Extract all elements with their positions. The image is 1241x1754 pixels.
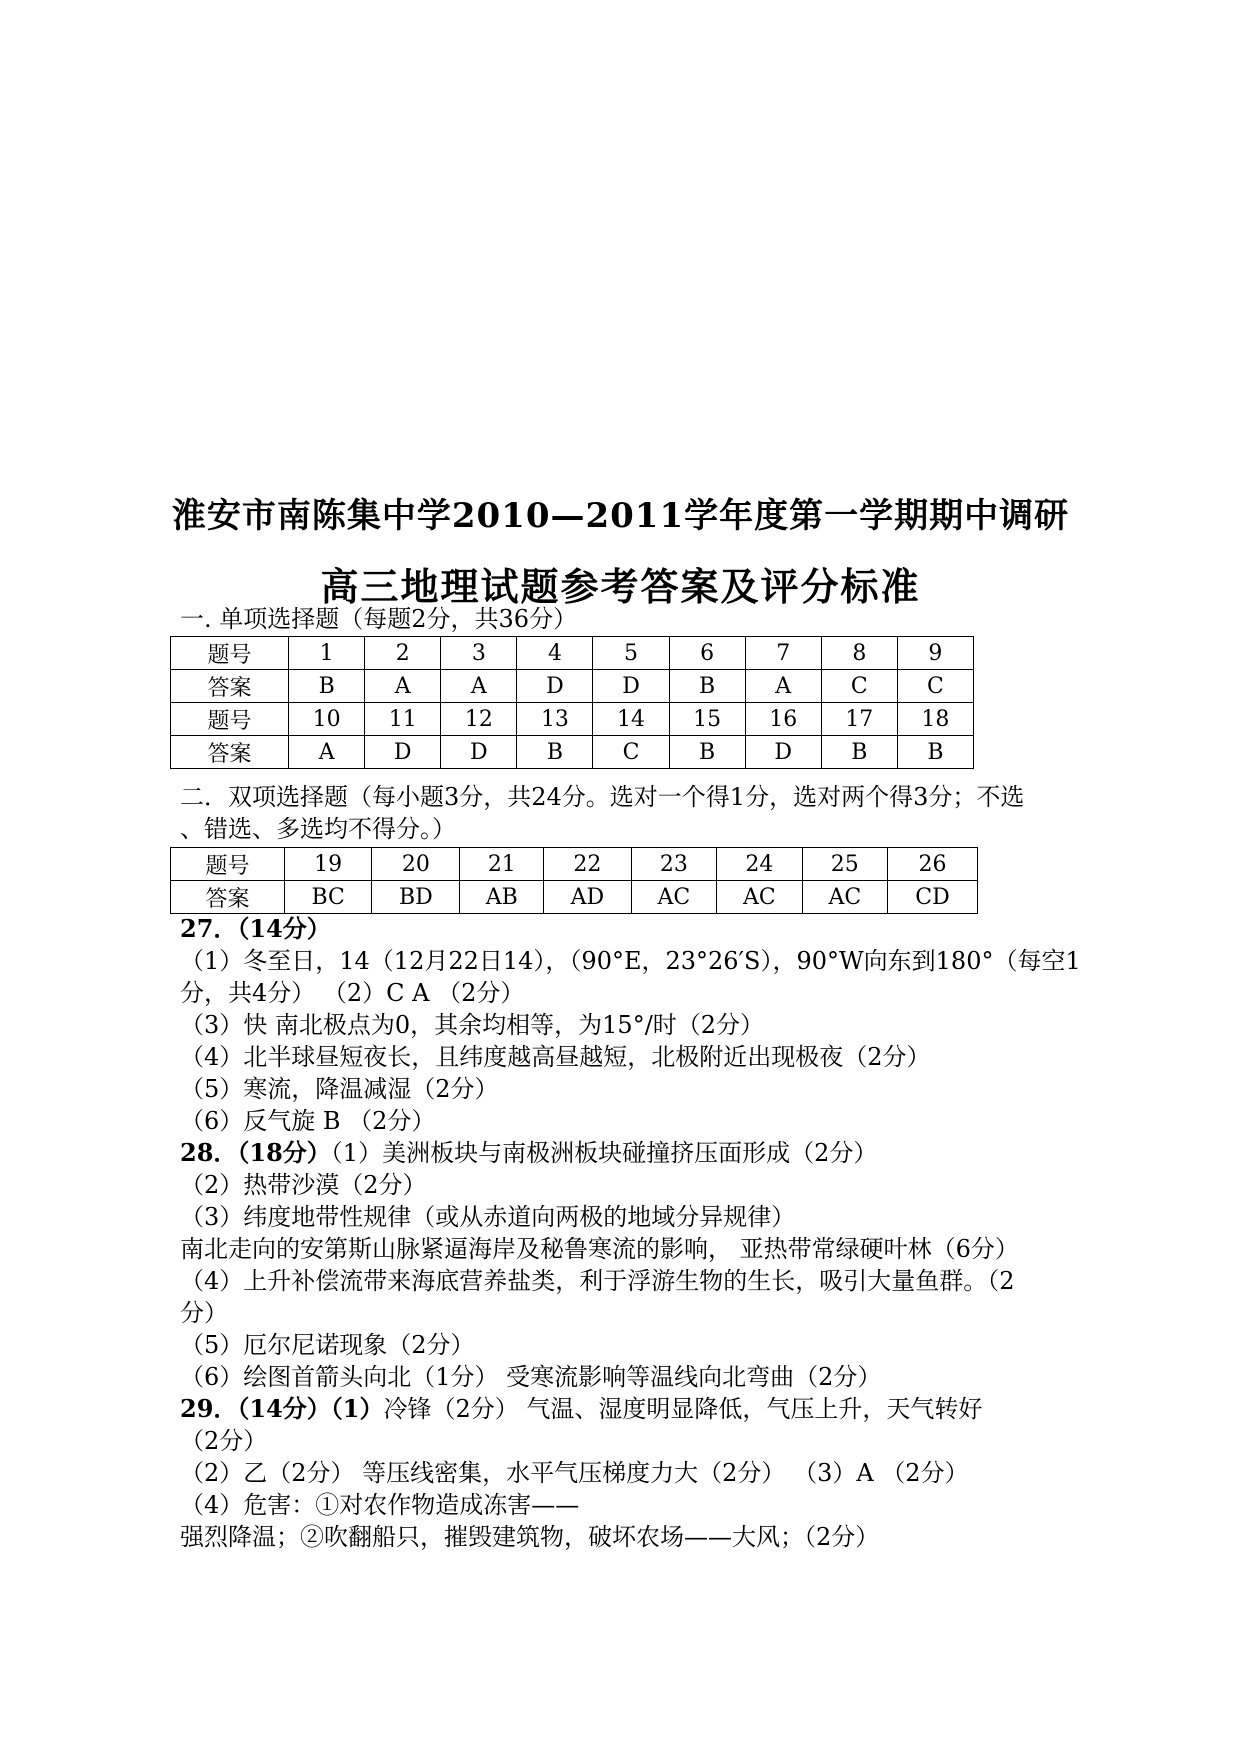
table-row (171, 637, 974, 670)
table-cell: A (289, 736, 365, 769)
table-cell: 14 (593, 703, 669, 736)
table-cell: 17 (821, 703, 897, 736)
table-cell: C (897, 670, 973, 703)
table-cell: B (669, 670, 745, 703)
table-cell: D (365, 736, 441, 769)
table-cell: A (745, 670, 821, 703)
table-cell: 13 (517, 703, 593, 736)
table-cell: B (669, 736, 745, 769)
q29-part-1-label: （1） (330, 1394, 384, 1423)
row-header-cell: 答案 (171, 670, 289, 703)
table-row (171, 670, 974, 703)
q29-heading: 29．（14分） (180, 1394, 331, 1423)
table-cell: 8 (821, 637, 897, 670)
q28-line: （5）厄尔尼诺现象（2分） (180, 1331, 475, 1359)
q27-line: 分，共4分） （2）C A （2分） (180, 979, 525, 1007)
q29-line: （2分） (180, 1427, 268, 1455)
table-cell: 3 (441, 637, 517, 670)
table-cell: AD (544, 881, 631, 914)
q28-line: （2）热带沙漠（2分） (180, 1171, 427, 1199)
table-cell: BC (285, 881, 372, 914)
q28-first-line (180, 1137, 877, 1169)
table-cell: 4 (517, 637, 593, 670)
q27-line: （3）快 南北极点为0，其余均相等，为15°/时（2分） (180, 1011, 765, 1039)
table-cell: 23 (631, 848, 716, 881)
table-cell: 11 (365, 703, 441, 736)
table-cell: 24 (717, 848, 802, 881)
table-cell: 20 (372, 848, 460, 881)
table-cell: D (593, 670, 669, 703)
table-cell: B (517, 736, 593, 769)
table-cell: D (441, 736, 517, 769)
section1-heading: 一. 单项选择题（每题2分，共36分） (180, 605, 578, 633)
row-header-cell: 答案 (171, 736, 289, 769)
q29-line: （2）乙（2分） 等压线密集，水平气压梯度力大（2分） （3）A （2分） (180, 1459, 969, 1487)
table-cell: AC (802, 881, 887, 914)
table-cell: D (517, 670, 593, 703)
q29-answer-1: 冷锋（2分） 气温、湿度明显降低，气压上升，天气转好 (383, 1395, 983, 1423)
row-header-cell: 题号 (171, 637, 289, 670)
table-cell: A (365, 670, 441, 703)
table-cell: 1 (289, 637, 365, 670)
table-cell: 6 (669, 637, 745, 670)
double-choice-table (170, 847, 978, 914)
row-header-cell: 题号 (171, 848, 285, 881)
q27-line: （6）反气旋 B （2分） (180, 1107, 436, 1135)
q28-line: （3）纬度地带性规律（或从赤道向两极的地域分异规律） (180, 1203, 796, 1231)
table-cell: 9 (897, 637, 973, 670)
q28-heading: 28．（18分） (180, 1138, 331, 1167)
table-row (171, 881, 978, 914)
q27-line: （4）北半球昼短夜长，且纬度越高昼越短，北极附近出现极夜（2分） (180, 1043, 931, 1071)
q29-first-line (180, 1393, 982, 1425)
table-row (171, 703, 974, 736)
q28-line: （6）绘图首箭头向北（1分） 受寒流影响等温线向北弯曲（2分） (180, 1363, 882, 1391)
table-cell: AC (631, 881, 716, 914)
table-cell: 19 (285, 848, 372, 881)
table-cell: 18 (897, 703, 973, 736)
q28-line: 分） (180, 1299, 228, 1327)
q27-heading: 27．（14分） (180, 914, 331, 943)
q28-line: （4）上升补偿流带来海底营养盐类，利于浮游生物的生长，吸引大量鱼群。（2 (180, 1267, 1015, 1295)
table-cell: 16 (745, 703, 821, 736)
table-cell: 10 (289, 703, 365, 736)
table-cell: C (821, 670, 897, 703)
q29-line: （4）危害：①对农作物造成冻害—— (180, 1491, 580, 1519)
table-cell: AC (717, 881, 802, 914)
section2-heading: 二．双项选择题（每小题3分，共24分。选对一个得1分，选对两个得3分；不选 (180, 783, 1025, 811)
table-cell: 21 (460, 848, 544, 881)
table-cell: 15 (669, 703, 745, 736)
table-cell: BD (372, 881, 460, 914)
table-cell: C (593, 736, 669, 769)
row-header-cell: 题号 (171, 703, 289, 736)
table-cell: 2 (365, 637, 441, 670)
page-subtitle: 高三地理试题参考答案及评分标准 (320, 564, 921, 609)
table-cell: 12 (441, 703, 517, 736)
table-cell: B (897, 736, 973, 769)
table-cell: 26 (888, 848, 978, 881)
table-cell: AB (460, 881, 544, 914)
table-cell: 25 (802, 848, 887, 881)
section2-heading-cont: 、错选、多选均不得分。） (180, 815, 456, 843)
table-row (171, 736, 974, 769)
single-choice-table (170, 636, 974, 769)
q28-line: 南北走向的安第斯山脉紧逼海岸及秘鲁寒流的影响， 亚热带常绿硬叶林（6分） (180, 1235, 1019, 1263)
q28-answer-1: （1）美洲板块与南极洲板块碰撞挤压面形成（2分） (330, 1139, 878, 1167)
table-cell: D (745, 736, 821, 769)
page-title: 淮安市南陈集中学2010—2011学年度第一学期期中调研 (171, 496, 1070, 536)
q27-line: （5）寒流，降温减湿（2分） (180, 1075, 499, 1103)
table-cell: 22 (544, 848, 631, 881)
row-header-cell: 答案 (171, 881, 285, 914)
q27-line: （1）冬至日，14（12月22日14），（90°E，23°26′S），90°W向东到180°（每空1 (180, 947, 1081, 975)
table-cell: B (821, 736, 897, 769)
table-cell: B (289, 670, 365, 703)
table-cell: CD (888, 881, 978, 914)
table-cell: A (441, 670, 517, 703)
table-cell: 7 (745, 637, 821, 670)
table-cell: 5 (593, 637, 669, 670)
q29-line: 强烈降温；②吹翻船只，摧毁建筑物，破坏农场——大风；（2分） (180, 1523, 880, 1551)
table-row (171, 848, 978, 881)
